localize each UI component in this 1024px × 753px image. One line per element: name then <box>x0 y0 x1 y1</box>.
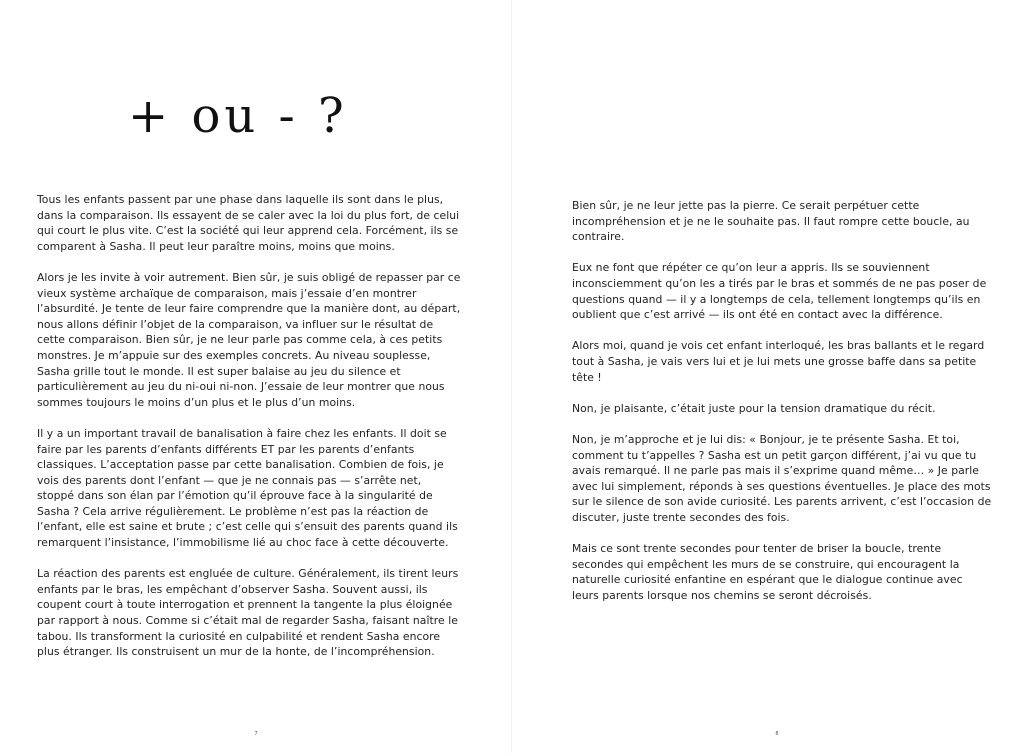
left-text-column <box>37 192 461 675</box>
paragraph: Alors je les invite à voir autrement. Bien sûr, je suis obligé de repasser par ce vieux système archaïque de comparaison, mais j’essaie d’en montrer l’absurdité. Je tente de leur faire comprendre que la manière dont, au départ, nous allons définir l’objet de la comparaison, va influer sur le résultat de cette comparaison. Bien sûr, je ne leur parle pas comme cela, à ces petits monstres. Je m’appuie sur des exemples concrets. Au niveau souplesse, Sasha grille tout le monde. Il est super balaise au jeu du silence et particulièrement au jeu du ni-oui ni-non. J’essaie de leur montrer que nous sommes toujours le moins d’un plus et le plus d’un moins. <box>37 270 461 409</box>
page-number: 8 <box>775 731 779 737</box>
page-number: 7 <box>254 731 258 737</box>
paragraph: Alors moi, quand je vois cet enfant interloqué, les bras ballants et le regard tout à Sasha, je vais vers lui et je lui mets une grosse baffe dans sa petite tête ! <box>572 339 985 384</box>
paragraph: Bien sûr, je ne leur jette pas la pierre. Ce serait perpétuer cette incompréhension et je ne le souhaite pas. Il faut rompre cette boucle, au contraire. <box>572 199 970 244</box>
paragraph: Non, je plaisante, c’était juste pour la tension dramatique du récit. <box>572 401 936 415</box>
paragraph: Mais ce sont trente secondes pour tenter de briser la boucle, trente secondes qui empêchent les murs de se construire, qui encouragent la naturelle curiosité enfantine en espérant que le dialogue continue avec leurs parents lorsque nos chemins se seront décroisés. <box>572 542 963 602</box>
right-page <box>512 0 1024 753</box>
paragraph: La réaction des parents est engluée de culture. Généralement, ils tirent leurs enfants par le bras, les empêchant d’observer Sasha. Souvent aussi, ils coupent court à toute interrogation et prennent la tangente la plus éloignée par rapport à nous. Comme si c’était mal de regarder Sasha, faisant naître le tabou. Ils transforment la curiosité en culpabilité et rendent Sasha encore plus étranger. Ils construisent un mur de la honte, de l’incompréhension. <box>37 567 459 659</box>
paragraph: Non, je m’approche et je lui dis: « Bonjour, je te présente Sasha. Et toi, comment tu t’appelles ? Sasha est un petit garçon différent, j’ai vu que tu avais remarqué. Il ne parle pas mais il s’exprime quand même… » Je parle avec lui simplement, réponds à ses questions éventuelles. Je place des mots sur le silence de son avide curiosité. Les parents arrivent, c’est l’occasion de discuter, juste trente secondes des fois. <box>572 432 992 524</box>
paragraph: Il y a un important travail de banalisation à faire chez les enfants. Il doit se faire par les parents d’enfants différents ET par les parents d’enfants classiques. L’acceptation passe par cette banalisation. Combien de fois, je vois des parents dont l’enfant — que je ne connais pas — s’arrête net, stoppé dans son élan par l’émotion qu’il éprouve face à la singularité de Sasha ? Cela arrive régulièrement. Le problème n’est pas la réaction de l’enfant, elle est saine et brute ; c’est celle qui s’ensuit des parents quand ils remarquent l’insistance, l’immobilisme lié au choc face à cette découverte. <box>37 426 458 550</box>
paragraph: Eux ne font que répéter ce qu’on leur a appris. Ils se souviennent inconsciemment qu’on les a tirés par le bras et sommés de ne pas poser de questions quand — il y a longtemps de cela, tellement longtemps qu’ils en oublient que c’est arrivé — ils ont été en contact avec la différence. <box>572 261 987 322</box>
paragraph: Tous les enfants passent par une phase dans laquelle ils sont dans le plus, dans la comparaison. Ils essayent de se caler avec la loi du plus fort, de celui qui court le plus vite. C’est la société qui leur apprend cela. Forcément, ils se comparent à Sasha. Il peut leur paraître moins, moins que moins. <box>37 193 460 253</box>
right-text-column <box>572 198 992 619</box>
chapter-title: + ou - ? <box>128 88 348 144</box>
